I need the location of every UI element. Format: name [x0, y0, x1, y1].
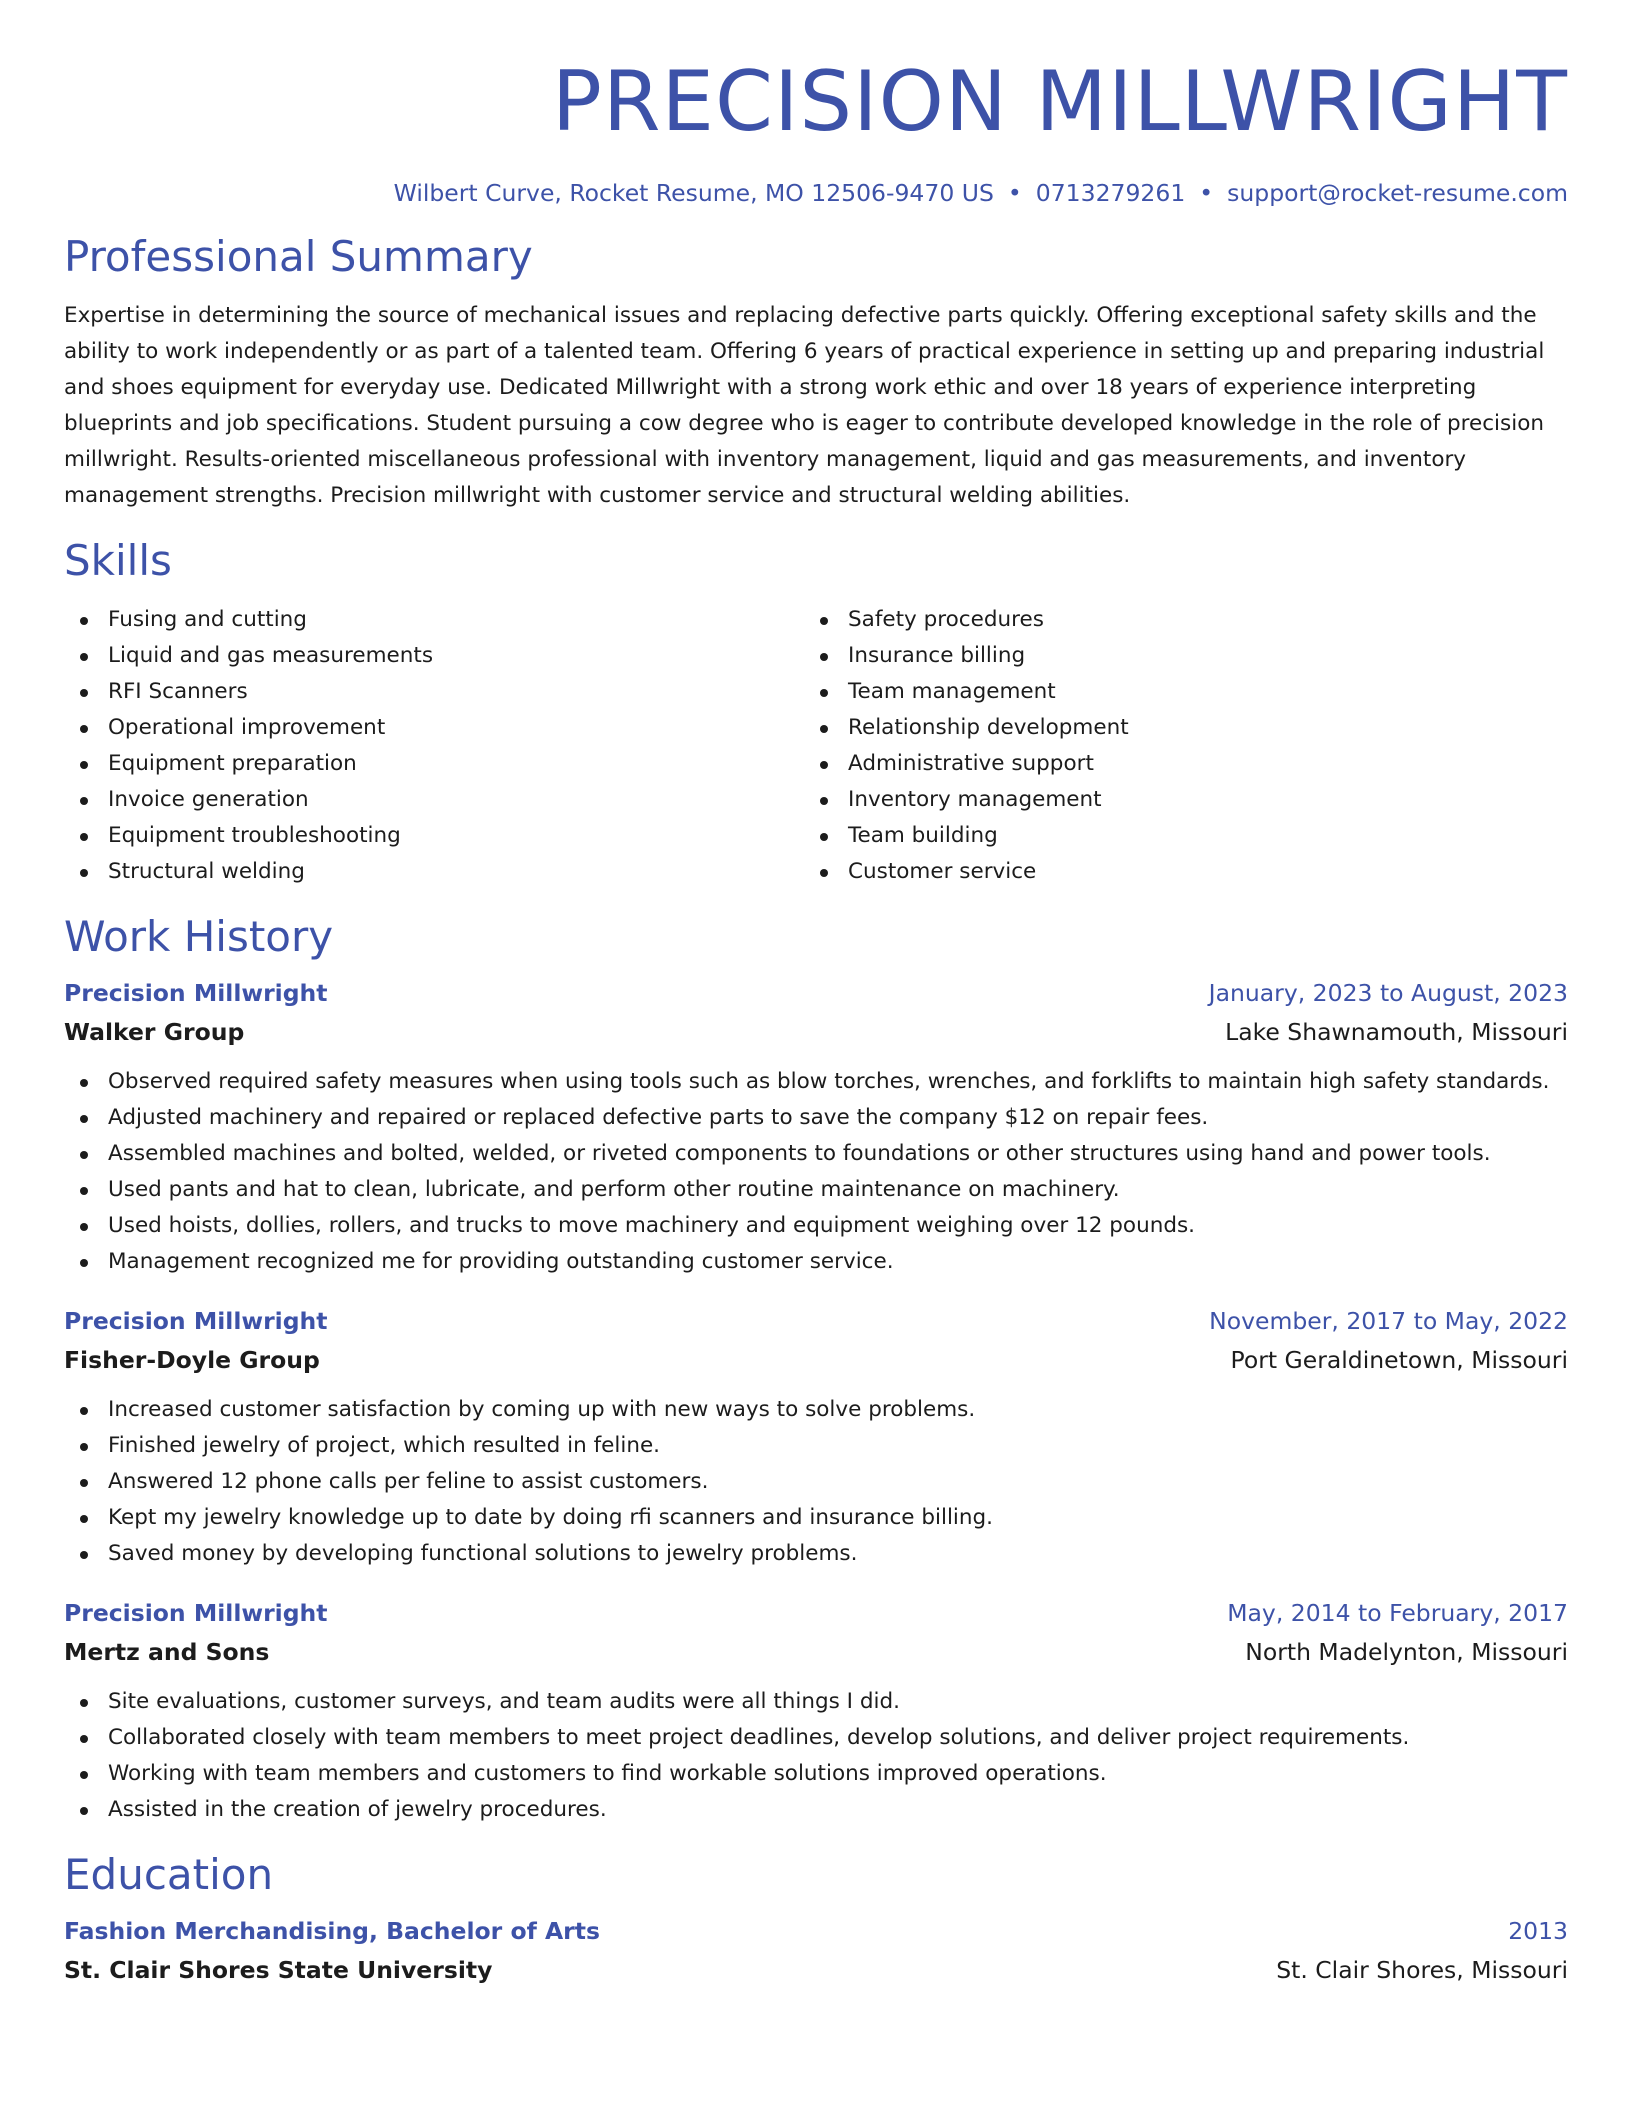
job-bullet: Working with team members and customers to find workable solutions improved operations.	[64, 1756, 1568, 1792]
job-header-row	[64, 974, 1568, 1012]
job-entry	[64, 1594, 1568, 1828]
job-location: North Madelynton, Missouri	[1245, 1638, 1568, 1666]
skill-item: Operational improvement	[64, 710, 804, 746]
education-degree: Fashion Merchandising, Bachelor of Arts	[64, 1917, 600, 1945]
skills-heading: Skills	[64, 536, 172, 585]
education-year: 2013	[1508, 1917, 1568, 1945]
job-bullet: Saved money by developing functional solutions to jewelry problems.	[64, 1536, 1568, 1572]
skill-item: Team management	[804, 674, 1544, 710]
skill-item: Equipment preparation	[64, 746, 804, 782]
job-bullets	[64, 1392, 1568, 1572]
education-school-row	[64, 1950, 1568, 1990]
contact-line	[64, 178, 1568, 208]
education-location: St. Clair Shores, Missouri	[1276, 1956, 1568, 1984]
job-dates: November, 2017 to May, 2022	[1209, 1307, 1568, 1335]
education-heading: Education	[64, 1850, 274, 1899]
education-degree-row	[64, 1912, 1568, 1950]
job-company-row	[64, 1632, 1568, 1672]
skill-item: Administrative support	[804, 746, 1544, 782]
contact-separator: •	[1007, 179, 1022, 207]
skill-item: Equipment troubleshooting	[64, 818, 804, 854]
work-history-section	[64, 912, 1568, 1828]
job-bullet: Assisted in the creation of jewelry procedures.	[64, 1792, 1568, 1828]
job-title: Precision Millwright	[64, 1307, 328, 1335]
job-bullet: Site evaluations, customer surveys, and team audits were all things I did.	[64, 1684, 1568, 1720]
skill-item: RFI Scanners	[64, 674, 804, 710]
job-bullets	[64, 1684, 1568, 1828]
skill-item: Team building	[804, 818, 1544, 854]
contact-phone: 0713279261	[1035, 179, 1186, 207]
skill-item: Fusing and cutting	[64, 602, 804, 638]
education-school: St. Clair Shores State University	[64, 1956, 493, 1984]
job-bullet: Used pants and hat to clean, lubricate, and perform other routine maintenance on machinery.	[64, 1172, 1568, 1208]
skill-item: Liquid and gas measurements	[64, 638, 804, 674]
skill-item: Inventory management	[804, 782, 1544, 818]
job-title: Precision Millwright	[64, 979, 328, 1007]
summary-heading: Professional Summary	[64, 232, 533, 281]
job-bullet: Observed required safety measures when using tools such as blow torches, wrenches, and forklifts to maintain high safety standards.	[64, 1064, 1568, 1100]
candidate-name: PRECISION MILLWRIGHT	[551, 53, 1568, 150]
summary-text: Expertise in determining the source of mechanical issues and replacing defective parts quickly. Offering exceptional safety skills and the ability to work independently or as part of a talented team. Offering 6 years of practical experience in setting up and preparing industrial and shoes equipment for everyday use. Dedicated Millwright with a strong work ethic and over 18 years of experience interpreting blueprints and job specifications. Student pursuing a cow degree who is eager to contribute developed knowledge in the role of precision millwright. Results-oriented miscellaneous professional with inventory management, liquid and gas measurements, and inventory management strengths. Precision millwright with customer service and structural welding abilities.	[64, 303, 1545, 508]
job-bullet: Increased customer satisfaction by coming up with new ways to solve problems.	[64, 1392, 1568, 1428]
job-bullet: Kept my jewelry knowledge up to date by doing rfi scanners and insurance billing.	[64, 1500, 1568, 1536]
skill-item: Invoice generation	[64, 782, 804, 818]
skills-list-right	[804, 602, 1544, 890]
job-bullet: Management recognized me for providing outstanding customer service.	[64, 1244, 1568, 1280]
job-title: Precision Millwright	[64, 1599, 328, 1627]
skill-item: Relationship development	[804, 710, 1544, 746]
job-bullet: Adjusted machinery and repaired or replaced defective parts to save the company $12 on repair fees.	[64, 1100, 1568, 1136]
skills-grid	[64, 602, 1568, 890]
job-location: Lake Shawnamouth, Missouri	[1225, 1018, 1568, 1046]
skill-item: Insurance billing	[804, 638, 1544, 674]
job-bullet: Answered 12 phone calls per feline to assist customers.	[64, 1464, 1568, 1500]
work-history-heading: Work History	[64, 912, 334, 961]
job-company-row	[64, 1340, 1568, 1380]
job-header-row	[64, 1594, 1568, 1632]
job-company-row	[64, 1012, 1568, 1052]
skills-list-left	[64, 602, 804, 890]
skills-section	[64, 536, 1568, 890]
job-bullet: Used hoists, dollies, rollers, and trucks to move machinery and equipment weighing over 12 pounds.	[64, 1208, 1568, 1244]
job-entry	[64, 974, 1568, 1280]
job-location: Port Geraldinetown, Missouri	[1230, 1346, 1568, 1374]
summary-section	[64, 232, 1568, 514]
skill-item: Customer service	[804, 854, 1544, 890]
job-dates: January, 2023 to August, 2023	[1208, 979, 1568, 1007]
contact-address: Wilbert Curve, Rocket Resume, MO 12506-9470 US	[393, 179, 994, 207]
contact-separator: •	[1199, 179, 1214, 207]
job-company: Mertz and Sons	[64, 1638, 270, 1666]
job-bullet: Finished jewelry of project, which resulted in feline.	[64, 1428, 1568, 1464]
job-bullet: Assembled machines and bolted, welded, or riveted components to foundations or other structures using hand and power tools.	[64, 1136, 1568, 1172]
job-header-row	[64, 1302, 1568, 1340]
job-entry	[64, 1302, 1568, 1572]
job-bullet: Collaborated closely with team members to meet project deadlines, develop solutions, and deliver project requirements.	[64, 1720, 1568, 1756]
contact-email[interactable]: support@rocket-resume.com	[1227, 179, 1568, 207]
resume-header	[64, 52, 1568, 208]
job-dates: May, 2014 to February, 2017	[1227, 1599, 1568, 1627]
job-company: Fisher-Doyle Group	[64, 1346, 320, 1374]
skill-item: Safety procedures	[804, 602, 1544, 638]
education-section	[64, 1850, 1568, 1990]
job-bullets	[64, 1064, 1568, 1280]
skill-item: Structural welding	[64, 854, 804, 890]
job-company: Walker Group	[64, 1018, 245, 1046]
